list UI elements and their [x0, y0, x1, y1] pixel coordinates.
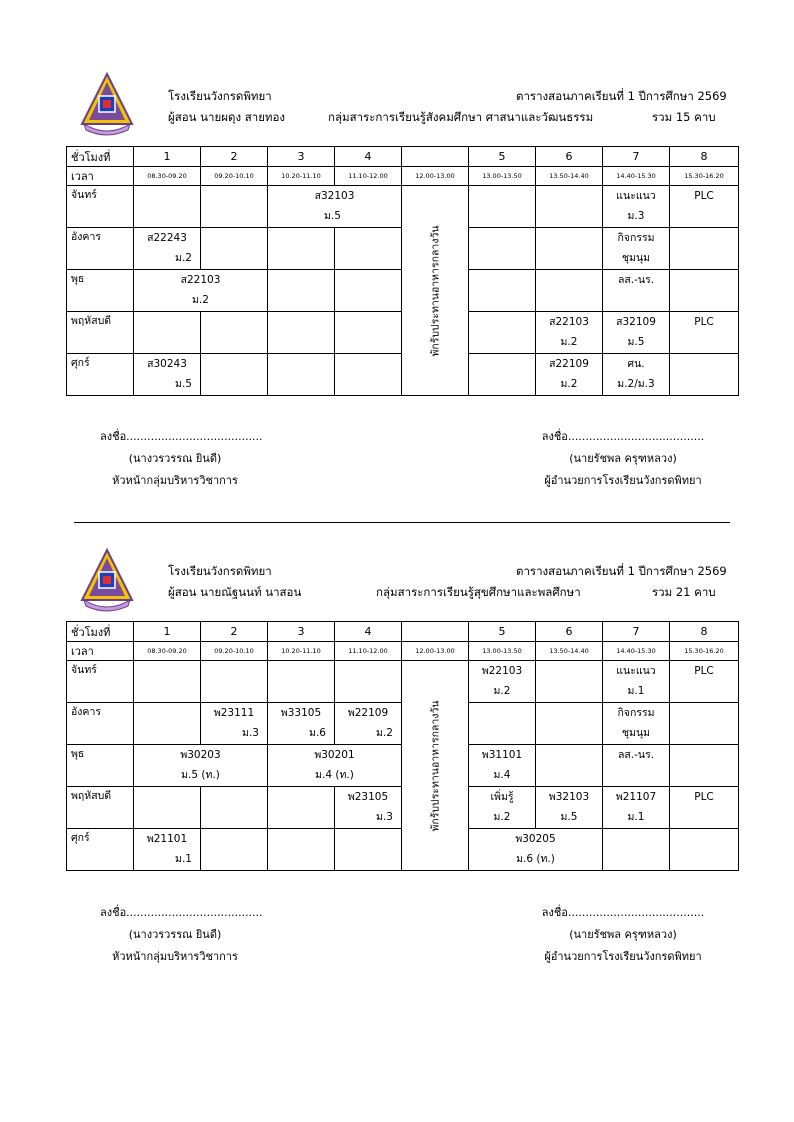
- empty-cell: [469, 270, 536, 312]
- timetable-1: [66, 146, 739, 396]
- period-header: 5: [469, 147, 536, 167]
- time-header: เวลา: [67, 642, 134, 661]
- period-header: 1: [134, 622, 201, 642]
- empty-cell: [670, 829, 739, 871]
- empty-cell: [335, 661, 402, 703]
- class-cell: แนะแนว ม.1: [603, 661, 670, 703]
- class-cell: PLC: [670, 312, 739, 354]
- class-cell: พ30201 ม.4 (ท.): [268, 745, 402, 787]
- class-cell: กิจกรรม ชุมนุม: [603, 703, 670, 745]
- time-slot: 11.10-12.00: [335, 167, 402, 186]
- table-row: [67, 186, 739, 228]
- school-name: โรงเรียนวังกรดพิทยา: [168, 564, 272, 578]
- time-slot: 15.30-16.20: [670, 167, 739, 186]
- time-header: เวลา: [67, 167, 134, 186]
- total-periods: รวม 15 คาบ: [652, 110, 716, 124]
- empty-cell: [268, 228, 335, 270]
- time-slot: 10.20-11.10: [268, 167, 335, 186]
- day-label: พฤหัสบดี: [67, 787, 134, 829]
- period-header: 8: [670, 622, 739, 642]
- class-cell: PLC: [670, 661, 739, 703]
- period-header: 8: [670, 147, 739, 167]
- empty-cell: [201, 228, 268, 270]
- signer-name: (นางวรวรรณ ยินดี): [128, 452, 222, 465]
- day-label: ศุกร์: [67, 829, 134, 871]
- empty-cell: [603, 829, 670, 871]
- class-cell: พ21101 ม.1: [134, 829, 201, 871]
- class-cell: พ23111 ม.3: [201, 703, 268, 745]
- class-cell: เพิ่มรู้ ม.2: [469, 787, 536, 829]
- empty-cell: [201, 312, 268, 354]
- signature-line: ลงชื่อ.......................................: [100, 906, 263, 919]
- empty-cell: [201, 661, 268, 703]
- signature-right: [536, 426, 710, 492]
- day-label: อังคาร: [67, 228, 134, 270]
- class-cell: ส22103 ม.2: [134, 270, 268, 312]
- class-cell: พ31101 ม.4: [469, 745, 536, 787]
- empty-cell: [201, 354, 268, 396]
- empty-cell: [134, 787, 201, 829]
- time-slot: 11.10-12.00: [335, 642, 402, 661]
- empty-cell: [536, 270, 603, 312]
- class-cell: พ32103 ม.5: [536, 787, 603, 829]
- signature-left: [100, 426, 263, 492]
- class-cell: ลส.-นร.: [603, 745, 670, 787]
- empty-cell: [335, 354, 402, 396]
- school-logo-icon: [80, 72, 134, 136]
- class-cell: พ22109 ม.2: [335, 703, 402, 745]
- empty-cell: [268, 829, 335, 871]
- hour-header: ชั่วโมงที่: [67, 622, 134, 642]
- signer-name: (นางวรวรรณ ยินดี): [128, 928, 222, 941]
- class-cell: พ33105 ม.6: [268, 703, 335, 745]
- table-row: [67, 661, 739, 703]
- signature-right: [536, 902, 710, 968]
- time-slot: 15.30-16.20: [670, 642, 739, 661]
- period-header: 4: [335, 622, 402, 642]
- period-header: 7: [603, 622, 670, 642]
- empty-cell: [536, 745, 603, 787]
- day-label: ศุกร์: [67, 354, 134, 396]
- signer-title: หัวหน้ากลุ่มบริหารวิชาการ: [112, 950, 238, 963]
- empty-cell: [268, 270, 335, 312]
- period-header: 7: [603, 147, 670, 167]
- time-slot: 13.50-14.40: [536, 167, 603, 186]
- lunch-header: [402, 147, 469, 167]
- class-cell: พ30203 ม.5 (ท.): [134, 745, 268, 787]
- class-cell: ส32103 ม.5: [268, 186, 402, 228]
- signature-line: ลงชื่อ.......................................: [100, 430, 263, 443]
- period-header: 5: [469, 622, 536, 642]
- day-label: พฤหัสบดี: [67, 312, 134, 354]
- divider: [74, 522, 730, 523]
- empty-cell: [670, 354, 739, 396]
- period-header: 4: [335, 147, 402, 167]
- empty-cell: [201, 186, 268, 228]
- signer-name: (นายรัชพล ครุฑหลวง): [569, 452, 677, 465]
- day-label: จันทร์: [67, 186, 134, 228]
- time-slot: 13.00-13.50: [469, 167, 536, 186]
- period-header: 2: [201, 147, 268, 167]
- empty-cell: [335, 270, 402, 312]
- lunch-break: พักรับประทานอาหารกลางวัน: [402, 186, 469, 396]
- day-label: พุธ: [67, 745, 134, 787]
- empty-cell: [469, 228, 536, 270]
- empty-cell: [670, 703, 739, 745]
- empty-cell: [134, 661, 201, 703]
- day-label: พุธ: [67, 270, 134, 312]
- empty-cell: [201, 829, 268, 871]
- empty-cell: [536, 186, 603, 228]
- empty-cell: [469, 312, 536, 354]
- signer-name: (นายรัชพล ครุฑหลวง): [569, 928, 677, 941]
- timetable-2: [66, 621, 739, 871]
- term-title: ตารางสอนภาคเรียนที่ 1 ปีการศึกษา 2569: [516, 89, 727, 103]
- empty-cell: [268, 312, 335, 354]
- empty-cell: [536, 228, 603, 270]
- time-slot: 14.40-15.30: [603, 642, 670, 661]
- signer-title: หัวหน้ากลุ่มบริหารวิชาการ: [112, 474, 238, 487]
- day-label: อังคาร: [67, 703, 134, 745]
- class-cell: ส22243 ม.2: [134, 228, 201, 270]
- empty-cell: [469, 703, 536, 745]
- empty-cell: [670, 228, 739, 270]
- department-name: กลุ่มสาระการเรียนรู้สุขศึกษาและพลศึกษา: [376, 585, 581, 599]
- empty-cell: [670, 745, 739, 787]
- signature-line: ลงชื่อ.......................................: [541, 430, 705, 443]
- time-slot: 09.20-10.10: [201, 642, 268, 661]
- time-slot: 08.30-09.20: [134, 167, 201, 186]
- class-cell: ลส.-นร.: [603, 270, 670, 312]
- empty-cell: [469, 186, 536, 228]
- class-cell: พ23105 ม.3: [335, 787, 402, 829]
- class-cell: ส30243 ม.5: [134, 354, 201, 396]
- time-slot: 13.50-14.40: [536, 642, 603, 661]
- class-cell: PLC: [670, 186, 739, 228]
- time-slot: 12.00-13.00: [402, 167, 469, 186]
- time-slot: 13.00-13.50: [469, 642, 536, 661]
- period-header: 1: [134, 147, 201, 167]
- time-slot: 10.20-11.10: [268, 642, 335, 661]
- time-slot: 09.20-10.10: [201, 167, 268, 186]
- class-cell: PLC: [670, 787, 739, 829]
- class-cell: ส32109 ม.5: [603, 312, 670, 354]
- school-name: โรงเรียนวังกรดพิทยา: [168, 89, 272, 103]
- hour-header: ชั่วโมงที่: [67, 147, 134, 167]
- lunch-header: [402, 622, 469, 642]
- class-cell: พ22103 ม.2: [469, 661, 536, 703]
- time-slot: 12.00-13.00: [402, 642, 469, 661]
- empty-cell: [536, 661, 603, 703]
- class-cell: แนะแนว ม.3: [603, 186, 670, 228]
- total-periods: รวม 21 คาบ: [652, 585, 716, 599]
- empty-cell: [134, 186, 201, 228]
- empty-cell: [335, 312, 402, 354]
- empty-cell: [134, 312, 201, 354]
- teacher-name: ผู้สอน นายณัฐนนท์ นาสอน: [168, 585, 302, 599]
- empty-cell: [670, 270, 739, 312]
- teacher-name: ผู้สอน นายผดุง สายทอง: [168, 110, 286, 124]
- term-title: ตารางสอนภาคเรียนที่ 1 ปีการศึกษา 2569: [516, 564, 727, 578]
- signer-title: ผู้อำนวยการโรงเรียนวังกรดพิทยา: [544, 950, 702, 963]
- empty-cell: [469, 354, 536, 396]
- school-logo-icon: [80, 548, 134, 612]
- period-header: 6: [536, 147, 603, 167]
- empty-cell: [268, 787, 335, 829]
- period-header: 2: [201, 622, 268, 642]
- day-label: จันทร์: [67, 661, 134, 703]
- empty-cell: [536, 703, 603, 745]
- class-cell: พ21107 ม.1: [603, 787, 670, 829]
- class-cell: ส22103 ม.2: [536, 312, 603, 354]
- class-cell: ส22109 ม.2: [536, 354, 603, 396]
- class-cell: กิจกรรม ชุมนุม: [603, 228, 670, 270]
- department-name: กลุ่มสาระการเรียนรู้สังคมศึกษา ศาสนาและวัฒนธรรม: [328, 110, 594, 124]
- empty-cell: [134, 703, 201, 745]
- time-slot: 14.40-15.30: [603, 167, 670, 186]
- empty-cell: [335, 829, 402, 871]
- period-header: 6: [536, 622, 603, 642]
- class-cell: พ30205 ม.6 (ท.): [469, 829, 603, 871]
- empty-cell: [268, 661, 335, 703]
- period-header: 3: [268, 622, 335, 642]
- period-header: 3: [268, 147, 335, 167]
- signer-title: ผู้อำนวยการโรงเรียนวังกรดพิทยา: [544, 474, 702, 487]
- empty-cell: [201, 787, 268, 829]
- signature-line: ลงชื่อ.......................................: [541, 906, 705, 919]
- class-cell: ศน. ม.2/ม.3: [603, 354, 670, 396]
- empty-cell: [335, 228, 402, 270]
- lunch-break: พักรับประทานอาหารกลางวัน: [402, 661, 469, 871]
- empty-cell: [268, 354, 335, 396]
- time-slot: 08.30-09.20: [134, 642, 201, 661]
- signature-left: [100, 902, 263, 968]
